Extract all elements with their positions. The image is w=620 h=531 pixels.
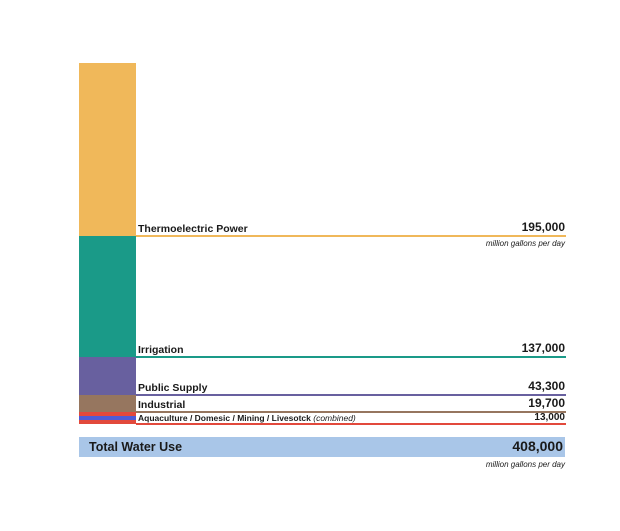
total-water-use-label: Total Water Use	[89, 440, 183, 454]
combined-note: (combined)	[310, 413, 356, 423]
category-label-3: Public Supply	[138, 382, 208, 395]
bar-segment-4	[79, 395, 136, 412]
total-unit-label: million gallons per day	[485, 460, 565, 469]
bar-segment-1	[79, 63, 136, 236]
leader-line-5	[136, 423, 566, 425]
total-water-use-value: 408,000	[512, 438, 563, 454]
value-label-4: 19,700	[528, 396, 565, 411]
value-label-2: 137,000	[521, 340, 565, 355]
unit-label: million gallons per day	[485, 238, 565, 248]
value-label-1: 195,000	[521, 219, 565, 234]
value-label-5: 13,000	[534, 412, 565, 423]
category-label-5: Aquaculture / Domesic / Mining / Livesotck (combined)	[138, 413, 356, 423]
leader-line-3	[136, 394, 566, 396]
leader-line-1	[136, 235, 566, 237]
value-label-3: 43,300	[528, 379, 565, 394]
total-water-use-bar	[79, 437, 565, 457]
category-label-2: Irrigation	[138, 343, 184, 356]
leader-line-2	[136, 356, 566, 358]
bar-segment-2	[79, 236, 136, 357]
bar-segment-5	[79, 412, 136, 424]
bar-segment-3	[79, 357, 136, 395]
category-label-1: Thermoelectric Power	[138, 222, 248, 235]
category-label-4: Industrial	[138, 399, 186, 412]
